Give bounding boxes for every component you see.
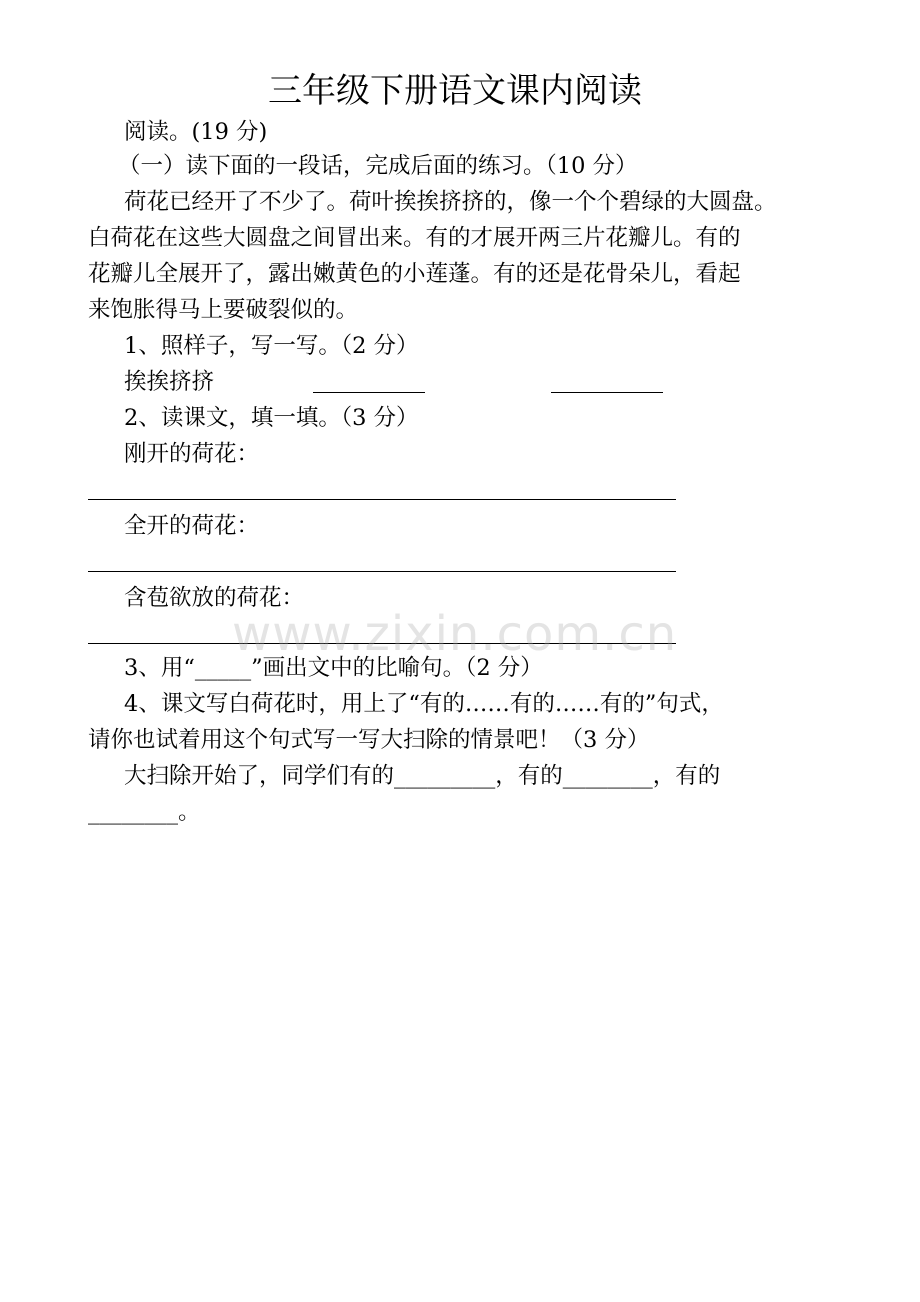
- question-4-prompt-line-1: 4、课文写白荷花时，用上了“有的……有的……有的”句式，: [124, 691, 724, 717]
- passage-line: 花瓣儿全展开了，露出嫩黄色的小莲蓬。有的还是花骨朵儿，看起: [88, 261, 741, 287]
- worksheet-title: 三年级下册语文课内阅读: [268, 71, 642, 111]
- section-heading: （一）读下面的一段话，完成后面的练习。（10 分）: [118, 153, 638, 179]
- question-2-item-1: 刚开的荷花：: [124, 441, 260, 467]
- question-2-answer-line-3[interactable]: [88, 643, 676, 644]
- question-1-example: 挨挨挤挤: [124, 369, 215, 395]
- reading-intro: 阅读。(19 分): [124, 119, 268, 145]
- question-2-prompt: 2、读课文，填一填。（3 分）: [124, 405, 419, 431]
- question-3-prompt: 3、用“_____”画出文中的比喻句。（2 分）: [124, 655, 543, 681]
- question-1-answer-blank-2[interactable]: [551, 392, 663, 393]
- question-1-answer-blank-1[interactable]: [313, 392, 425, 393]
- question-2-answer-line-2[interactable]: [88, 571, 676, 572]
- site-watermark: www.zixin.com.cn: [232, 606, 678, 662]
- question-2-answer-line-1[interactable]: [88, 499, 676, 500]
- question-2-item-3: 含苞欲放的荷花：: [124, 585, 305, 611]
- passage-line: 荷花已经开了不少了。荷叶挨挨挤挤的，像一个个碧绿的大圆盘。: [124, 189, 777, 215]
- question-4-answer-line-2[interactable]: ________。: [88, 799, 201, 825]
- passage-line: 白荷花在这些大圆盘之间冒出来。有的才展开两三片花瓣儿。有的: [88, 225, 741, 251]
- question-1-prompt: 1、照样子，写一写。（2 分）: [124, 333, 419, 359]
- question-4-answer-line-1[interactable]: 大扫除开始了，同学们有的_________，有的________，有的: [124, 763, 721, 789]
- question-4-prompt-line-2: 请你也试着用这个句式写一写大扫除的情景吧！（3 分）: [88, 727, 650, 753]
- question-2-item-2: 全开的荷花：: [124, 513, 260, 539]
- passage-line: 来饱胀得马上要破裂似的。: [88, 297, 359, 323]
